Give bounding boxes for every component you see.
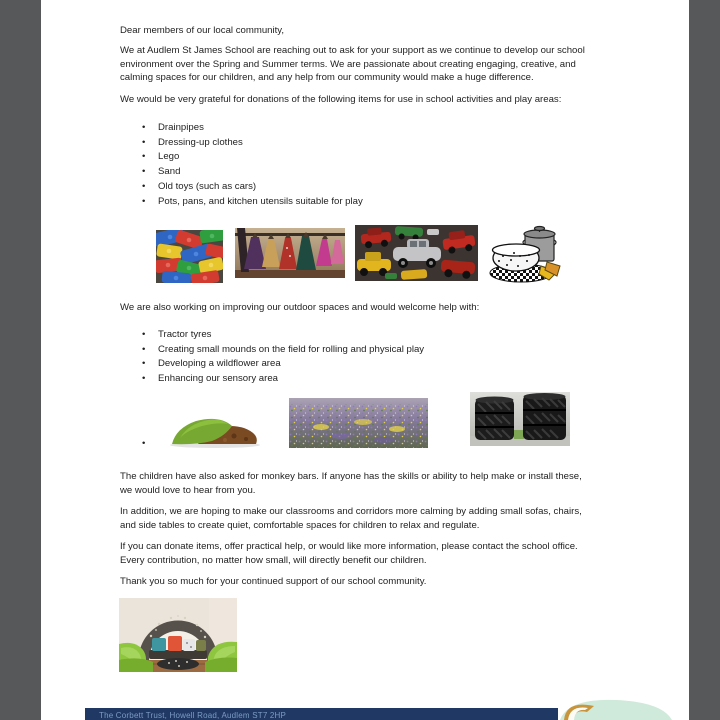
paragraph-contact: If you can donate items, offer practical help, or would like more information, please contact the school office. Every contribution, no matter how small, will directly benefit our children. — [120, 541, 578, 566]
grass-mound-clipart — [168, 408, 262, 448]
paragraph-calming: In addition, we are hoping to make our classrooms and corridors more calming by adding small sofas, chairs, and side tables to create quiet, comfortable spaces for children to relax and regulate. — [120, 506, 582, 531]
donation-items-list — [142, 121, 363, 209]
list-item: • Sand — [142, 165, 363, 180]
list-item: • Dressing-up clothes — [142, 136, 363, 151]
list-item: • Tractor tyres — [142, 328, 424, 343]
footer-address: The Corbett Trust, Howell Road, Audlem ST7 2HP — [99, 711, 287, 720]
document-page — [41, 0, 689, 720]
dressing-up-clothes-photo — [235, 228, 345, 278]
paragraph-donations-intro: We would be very grateful for donations of the following items for use in school activities and play areas: — [120, 94, 562, 105]
empty-list-bullet: • — [142, 438, 146, 449]
wildflower-meadow-photo — [289, 398, 428, 448]
list-item: • Developing a wildflower area — [142, 357, 424, 372]
list-item: • Lego — [142, 150, 363, 165]
reading-nook-photo — [119, 598, 237, 672]
list-item: • Drainpipes — [142, 121, 363, 136]
toy-cars-photo — [355, 225, 478, 281]
list-item: • Pots, pans, and kitchen utensils suitable for play — [142, 195, 363, 210]
list-item: • Old toys (such as cars) — [142, 180, 363, 195]
paragraph-outdoor-intro: We are also working on improving our outdoor spaces and would welcome help with: — [120, 302, 480, 313]
list-item: • Enhancing our sensory area — [142, 372, 424, 387]
list-item: • Creating small mounds on the field for rolling and physical play — [142, 343, 424, 358]
pots-and-pans-clipart — [487, 222, 562, 283]
paragraph-intro: We at Audlem St James School are reaching out to ask for your support as we continue to develop our school environment over the Spring and Summer terms. We are passionate about creating engaging, creative, and calming spaces for our children, and any help from our community would make a huge difference. — [120, 45, 585, 83]
outdoor-items-list — [142, 328, 424, 387]
trust-logo — [558, 696, 688, 720]
paragraph-thanks: Thank you so much for your continued support of our school community. — [120, 576, 427, 587]
paragraph-monkey-bars: The children have also asked for monkey bars. If anyone has the skills or ability to help make or install these, we would love to hear from you. — [120, 471, 582, 496]
tractor-tyres-photo — [470, 392, 570, 446]
footer-bar — [85, 708, 558, 720]
lego-bricks-photo — [156, 230, 223, 283]
salutation: Dear members of our local community, — [120, 25, 285, 36]
